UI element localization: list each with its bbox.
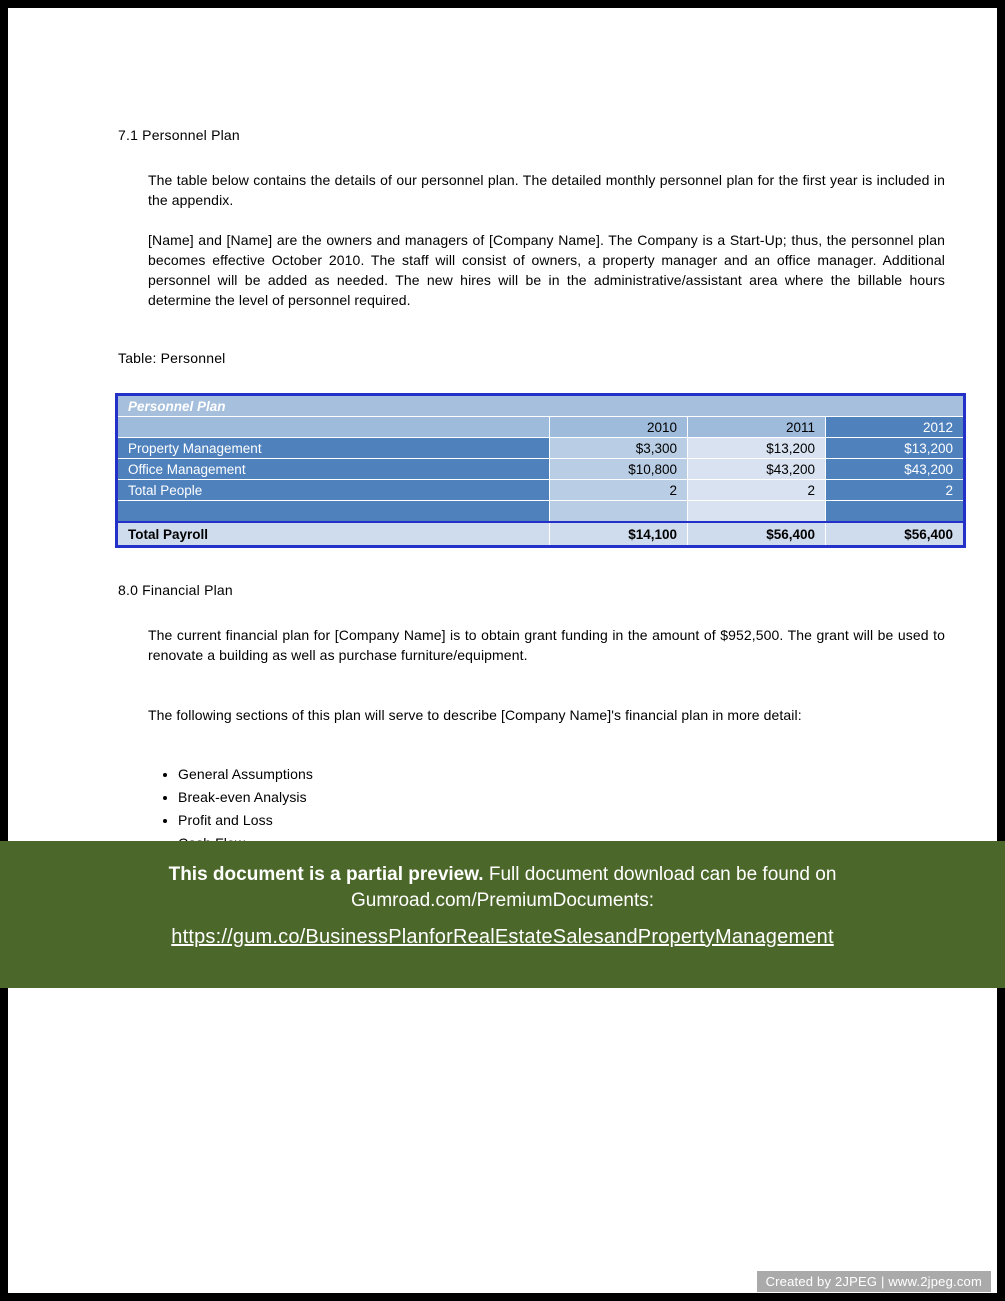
table-row: [117, 438, 965, 459]
banner-line1: [0, 862, 1005, 888]
cell-value: $13,200: [688, 438, 826, 459]
list-item: • Break-even Analysis: [178, 789, 313, 806]
total-value: $56,400: [688, 522, 826, 547]
creator-watermark: Created by 2JPEG | www.2jpeg.com: [757, 1271, 991, 1292]
cell-value: 2: [550, 480, 688, 501]
list-item: • General Assumptions: [178, 766, 313, 783]
paragraph-personnel-detail: [Name] and [Name] are the owners and managers of [Company Name]. The Company is a Start-Up; thus, the personnel plan becomes effective October 2010. The staff will consist of owners, a property manager and an office manager. Additional personnel will be added as needed. The new hires will be in the administrative/assistant area where the billable hours determine the level of personnel required.: [148, 232, 945, 308]
partial-preview-banner: [0, 841, 1005, 988]
year-header-2011: 2011: [688, 417, 826, 438]
row-label: Property Management: [117, 438, 550, 459]
personnel-table: [115, 393, 966, 548]
paragraph-personnel-intro: The table below contains the details of our personnel plan. The detailed monthly personnel plan for the first year is included in the appendix.: [148, 172, 945, 208]
table-caption: Table: Personnel: [118, 350, 226, 366]
table-title: Personnel Plan: [117, 395, 965, 417]
total-label: Total Payroll: [117, 522, 550, 547]
row-label: Total People: [117, 480, 550, 501]
gumroad-link[interactable]: https://gum.co/BusinessPlanforRealEstateSalesandPropertyManagement: [171, 926, 834, 948]
year-header-spacer: [117, 417, 550, 438]
row-label: Office Management: [117, 459, 550, 480]
cell-value: $43,200: [826, 459, 965, 480]
table-spacer-row: [117, 501, 965, 523]
paragraph-financial-sections: The following sections of this plan will serve to describe [Company Name]'s financial plan in more detail:: [148, 707, 802, 723]
cell-value: $3,300: [550, 438, 688, 459]
section-heading-financial-plan: 8.0 Financial Plan: [118, 582, 233, 598]
section-heading-personnel-plan: 7.1 Personnel Plan: [118, 127, 240, 143]
table-row: [117, 459, 965, 480]
list-item: • Profit and Loss: [178, 812, 313, 829]
table-total-row: [117, 522, 965, 547]
cell-value: 2: [826, 480, 965, 501]
table-title-row: [117, 395, 965, 417]
paragraph-financial-intro: The current financial plan for [Company Name] is to obtain grant funding in the amount of $952,500. The grant will be used to renovate a building as well as purchase furniture/equipment.: [148, 627, 945, 663]
cell-value: $43,200: [688, 459, 826, 480]
table-row: [117, 480, 965, 501]
year-header-2012: 2012: [826, 417, 965, 438]
total-value: $56,400: [826, 522, 965, 547]
year-header-2010: 2010: [550, 417, 688, 438]
total-value: $14,100: [550, 522, 688, 547]
cell-value: 2: [688, 480, 826, 501]
table-year-header-row: [117, 417, 965, 438]
cell-value: $10,800: [550, 459, 688, 480]
cell-value: $13,200: [826, 438, 965, 459]
banner-line2: Gumroad.com/PremiumDocuments:: [350, 890, 655, 911]
banner-regular-text: Full document download can be found on: [483, 864, 837, 885]
document-page: [8, 8, 997, 1293]
banner-bold-text: This document is a partial preview.: [168, 864, 484, 885]
